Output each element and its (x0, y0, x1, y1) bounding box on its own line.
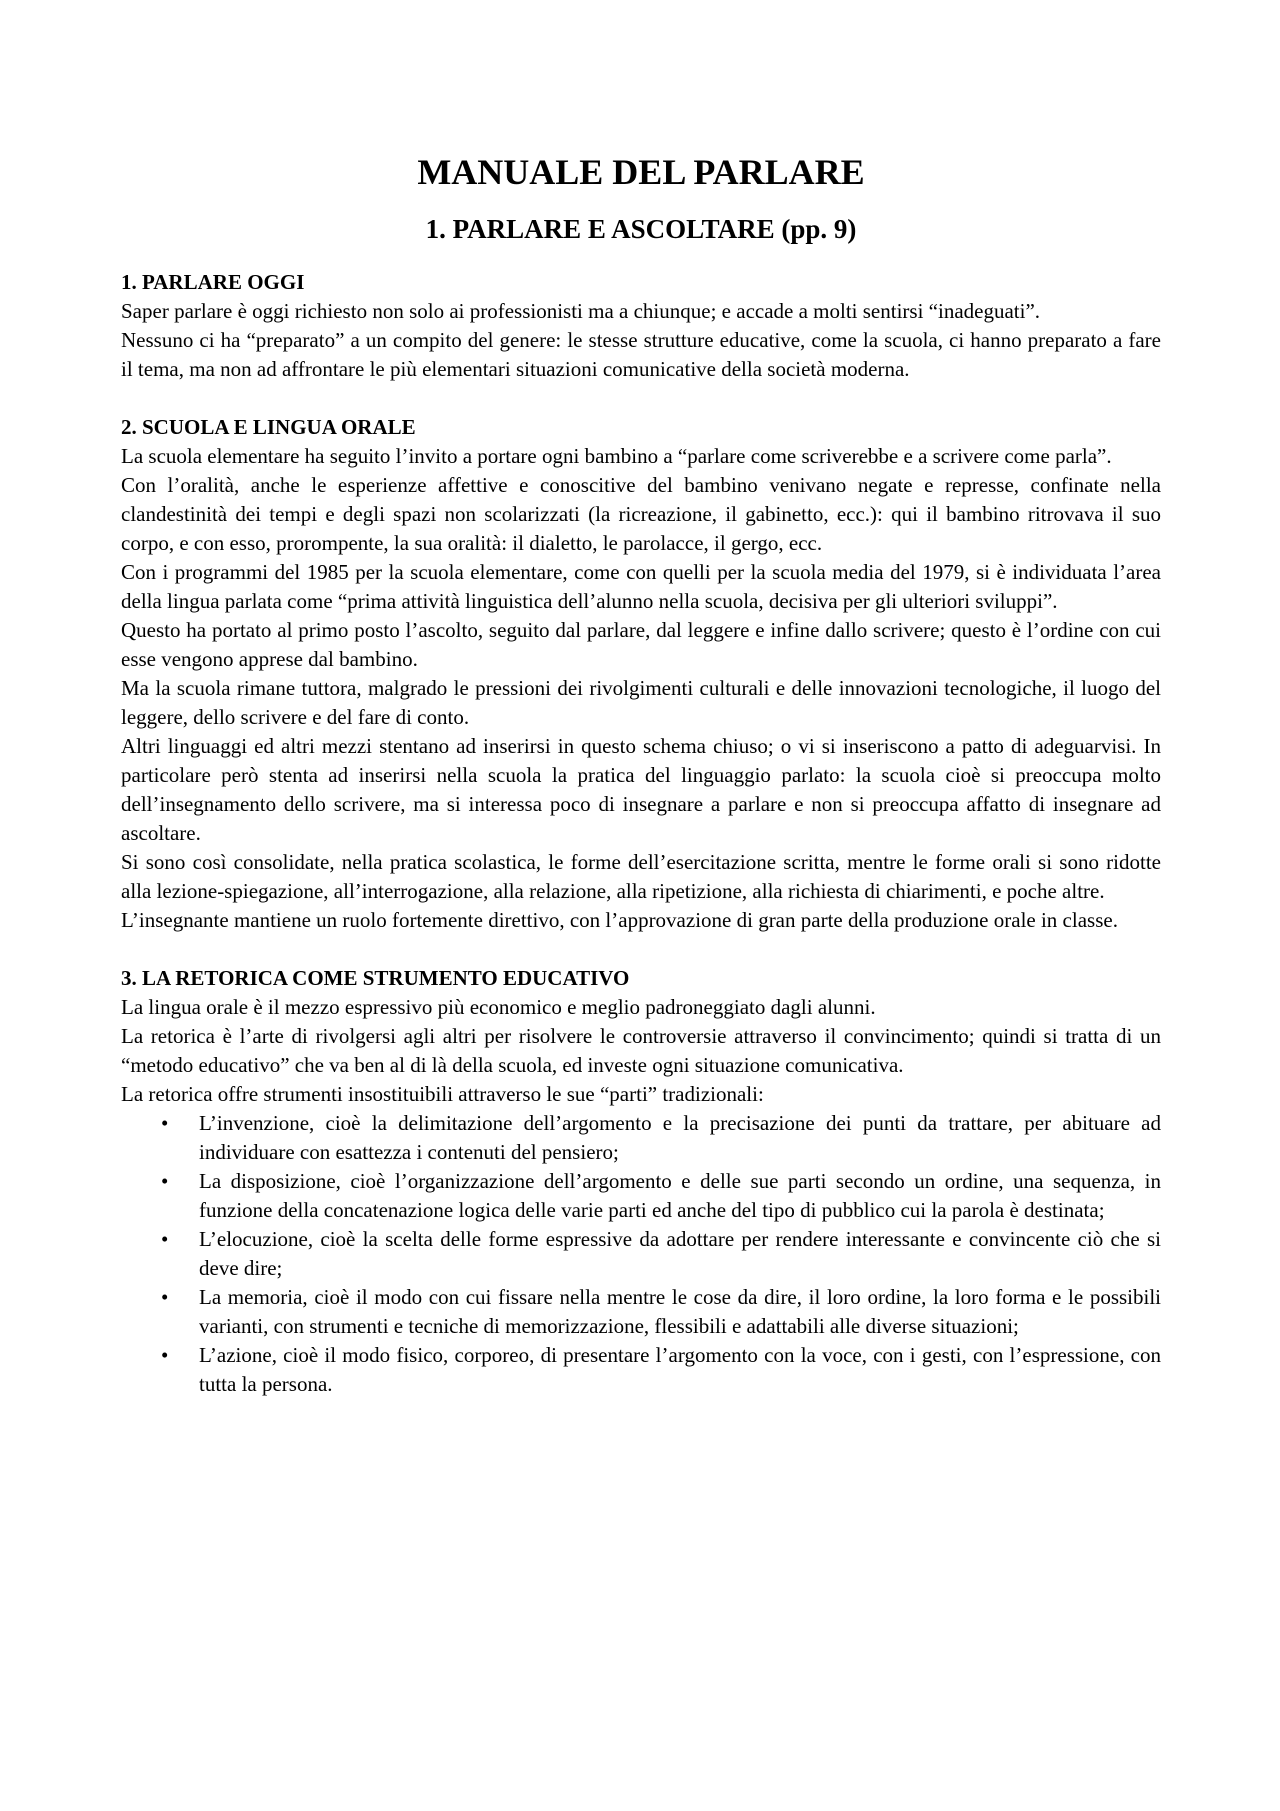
chapter-title: 1. PARLARE E ASCOLTARE (pp. 9) (425, 214, 857, 244)
list-item-text: L’invenzione, cioè la delimitazione dell’argomento e la precisazione dei punti da trattare, per abituare ad individuare con esattezza i contenuti del pensiero; (199, 1111, 1161, 1164)
section-parlare-oggi (121, 268, 1161, 384)
paragraph: Questo ha portato al primo posto l’ascolto, seguito dal parlare, dal leggere e infine dallo scrivere; questo è l’ordine con cui esse vengono apprese dal bambino. (121, 618, 1161, 671)
bullet-icon: • (161, 1343, 169, 1367)
bullet-icon: • (161, 1285, 169, 1309)
section-heading: 2. SCUOLA E LINGUA ORALE (121, 415, 416, 439)
document-page (121, 150, 1161, 1428)
list-item-text: La memoria, cioè il modo con cui fissare nella mentre le cose da dire, il loro ordine, la loro forma e le possibili varianti, con strumenti e tecniche di memorizzazione, flessibili e adattabili alle diverse situazioni; (199, 1285, 1161, 1338)
bullet-icon: • (161, 1169, 169, 1193)
list-item (121, 1109, 1161, 1167)
paragraph: Altri linguaggi ed altri mezzi stentano ad inserirsi in questo schema chiuso; o vi si inseriscono a patto di adeguarvisi. In particolare però stenta ad inserirsi nella scuola la pratica del linguaggio parlato: la scuola cioè si preoccupa molto dell’insegnamento dello scrivere, ma si interessa poco di insegnare a parlare e non si preoccupa affatto di insegnare ad ascoltare. (121, 734, 1161, 845)
paragraph: Nessuno ci ha “preparato” a un compito del genere: le stesse strutture educative, come la scuola, ci hanno preparato a fare il tema, ma non ad affrontare le più elementari situazioni comunicative della società moderna. (121, 328, 1161, 381)
bullet-list (121, 1109, 1161, 1399)
list-item-text: La disposizione, cioè l’organizzazione dell’argomento e delle sue parti secondo un ordine, una sequenza, in funzione della concatenazione logica delle varie parti ed anche del tipo di pubblico cui la parola è destinata; (199, 1169, 1161, 1222)
list-item (121, 1167, 1161, 1225)
section-heading: 3. LA RETORICA COME STRUMENTO EDUCATIVO (121, 966, 630, 990)
paragraph: Ma la scuola rimane tuttora, malgrado le pressioni dei rivolgimenti culturali e delle innovazioni tecnologiche, il luogo del leggere, dello scrivere e del fare di conto. (121, 676, 1161, 729)
list-item-text: L’elocuzione, cioè la scelta delle forme espressive da adottare per rendere interessante e convincente ciò che si deve dire; (199, 1227, 1161, 1280)
paragraph: La lingua orale è il mezzo espressivo più economico e meglio padroneggiato dagli alunni. (121, 995, 876, 1019)
paragraph: La retorica è l’arte di rivolgersi agli altri per risolvere le controversie attraverso il convincimento; quindi si tratta di un “metodo educativo” che va ben al di là della scuola, ed investe ogni situazione comunicativa. (121, 1024, 1161, 1077)
paragraph: La scuola elementare ha seguito l’invito a portare ogni bambino a “parlare come scriverebbe e a scrivere come parla”. (121, 444, 1112, 468)
section-heading: 1. PARLARE OGGI (121, 270, 305, 294)
section-scuola-e-lingua-orale (121, 413, 1161, 935)
list-item (121, 1283, 1161, 1341)
list-item (121, 1341, 1161, 1399)
bullet-icon: • (161, 1227, 169, 1251)
paragraph: Con l’oralità, anche le esperienze affettive e conoscitive del bambino venivano negate e represse, confinate nella clandestinità dei tempi e degli spazi non scolarizzati (la ricreazione, il gabinetto, ecc.): qui il bambino ritrovava il suo corpo, e con esso, prorompente, la sua oralità: il dialetto, le parolacce, il gergo, ecc. (121, 473, 1161, 555)
section-retorica (121, 964, 1161, 1399)
bullet-icon: • (161, 1111, 169, 1135)
paragraph: Saper parlare è oggi richiesto non solo ai professionisti ma a chiunque; e accade a molti sentirsi “inadeguati”. (121, 299, 1041, 323)
list-item (121, 1225, 1161, 1283)
list-item-text: L’azione, cioè il modo fisico, corporeo, di presentare l’argomento con la voce, con i gesti, con l’espressione, con tutta la persona. (199, 1343, 1161, 1396)
document-title: MANUALE DEL PARLARE (417, 152, 865, 192)
paragraph: La retorica offre strumenti insostituibili attraverso le sue “parti” tradizionali: (121, 1082, 764, 1106)
paragraph: L’insegnante mantiene un ruolo fortemente direttivo, con l’approvazione di gran parte della produzione orale in classe. (121, 908, 1118, 932)
paragraph: Con i programmi del 1985 per la scuola elementare, come con quelli per la scuola media del 1979, si è individuata l’area della lingua parlata come “prima attività linguistica dell’alunno nella scuola, decisiva per gli ulteriori sviluppi”. (121, 560, 1161, 613)
paragraph: Si sono così consolidate, nella pratica scolastica, le forme dell’esercitazione scritta, mentre le forme orali si sono ridotte alla lezione-spiegazione, all’interrogazione, alla relazione, alla ripetizione, alla richiesta di chiarimenti, e poche altre. (121, 850, 1161, 903)
